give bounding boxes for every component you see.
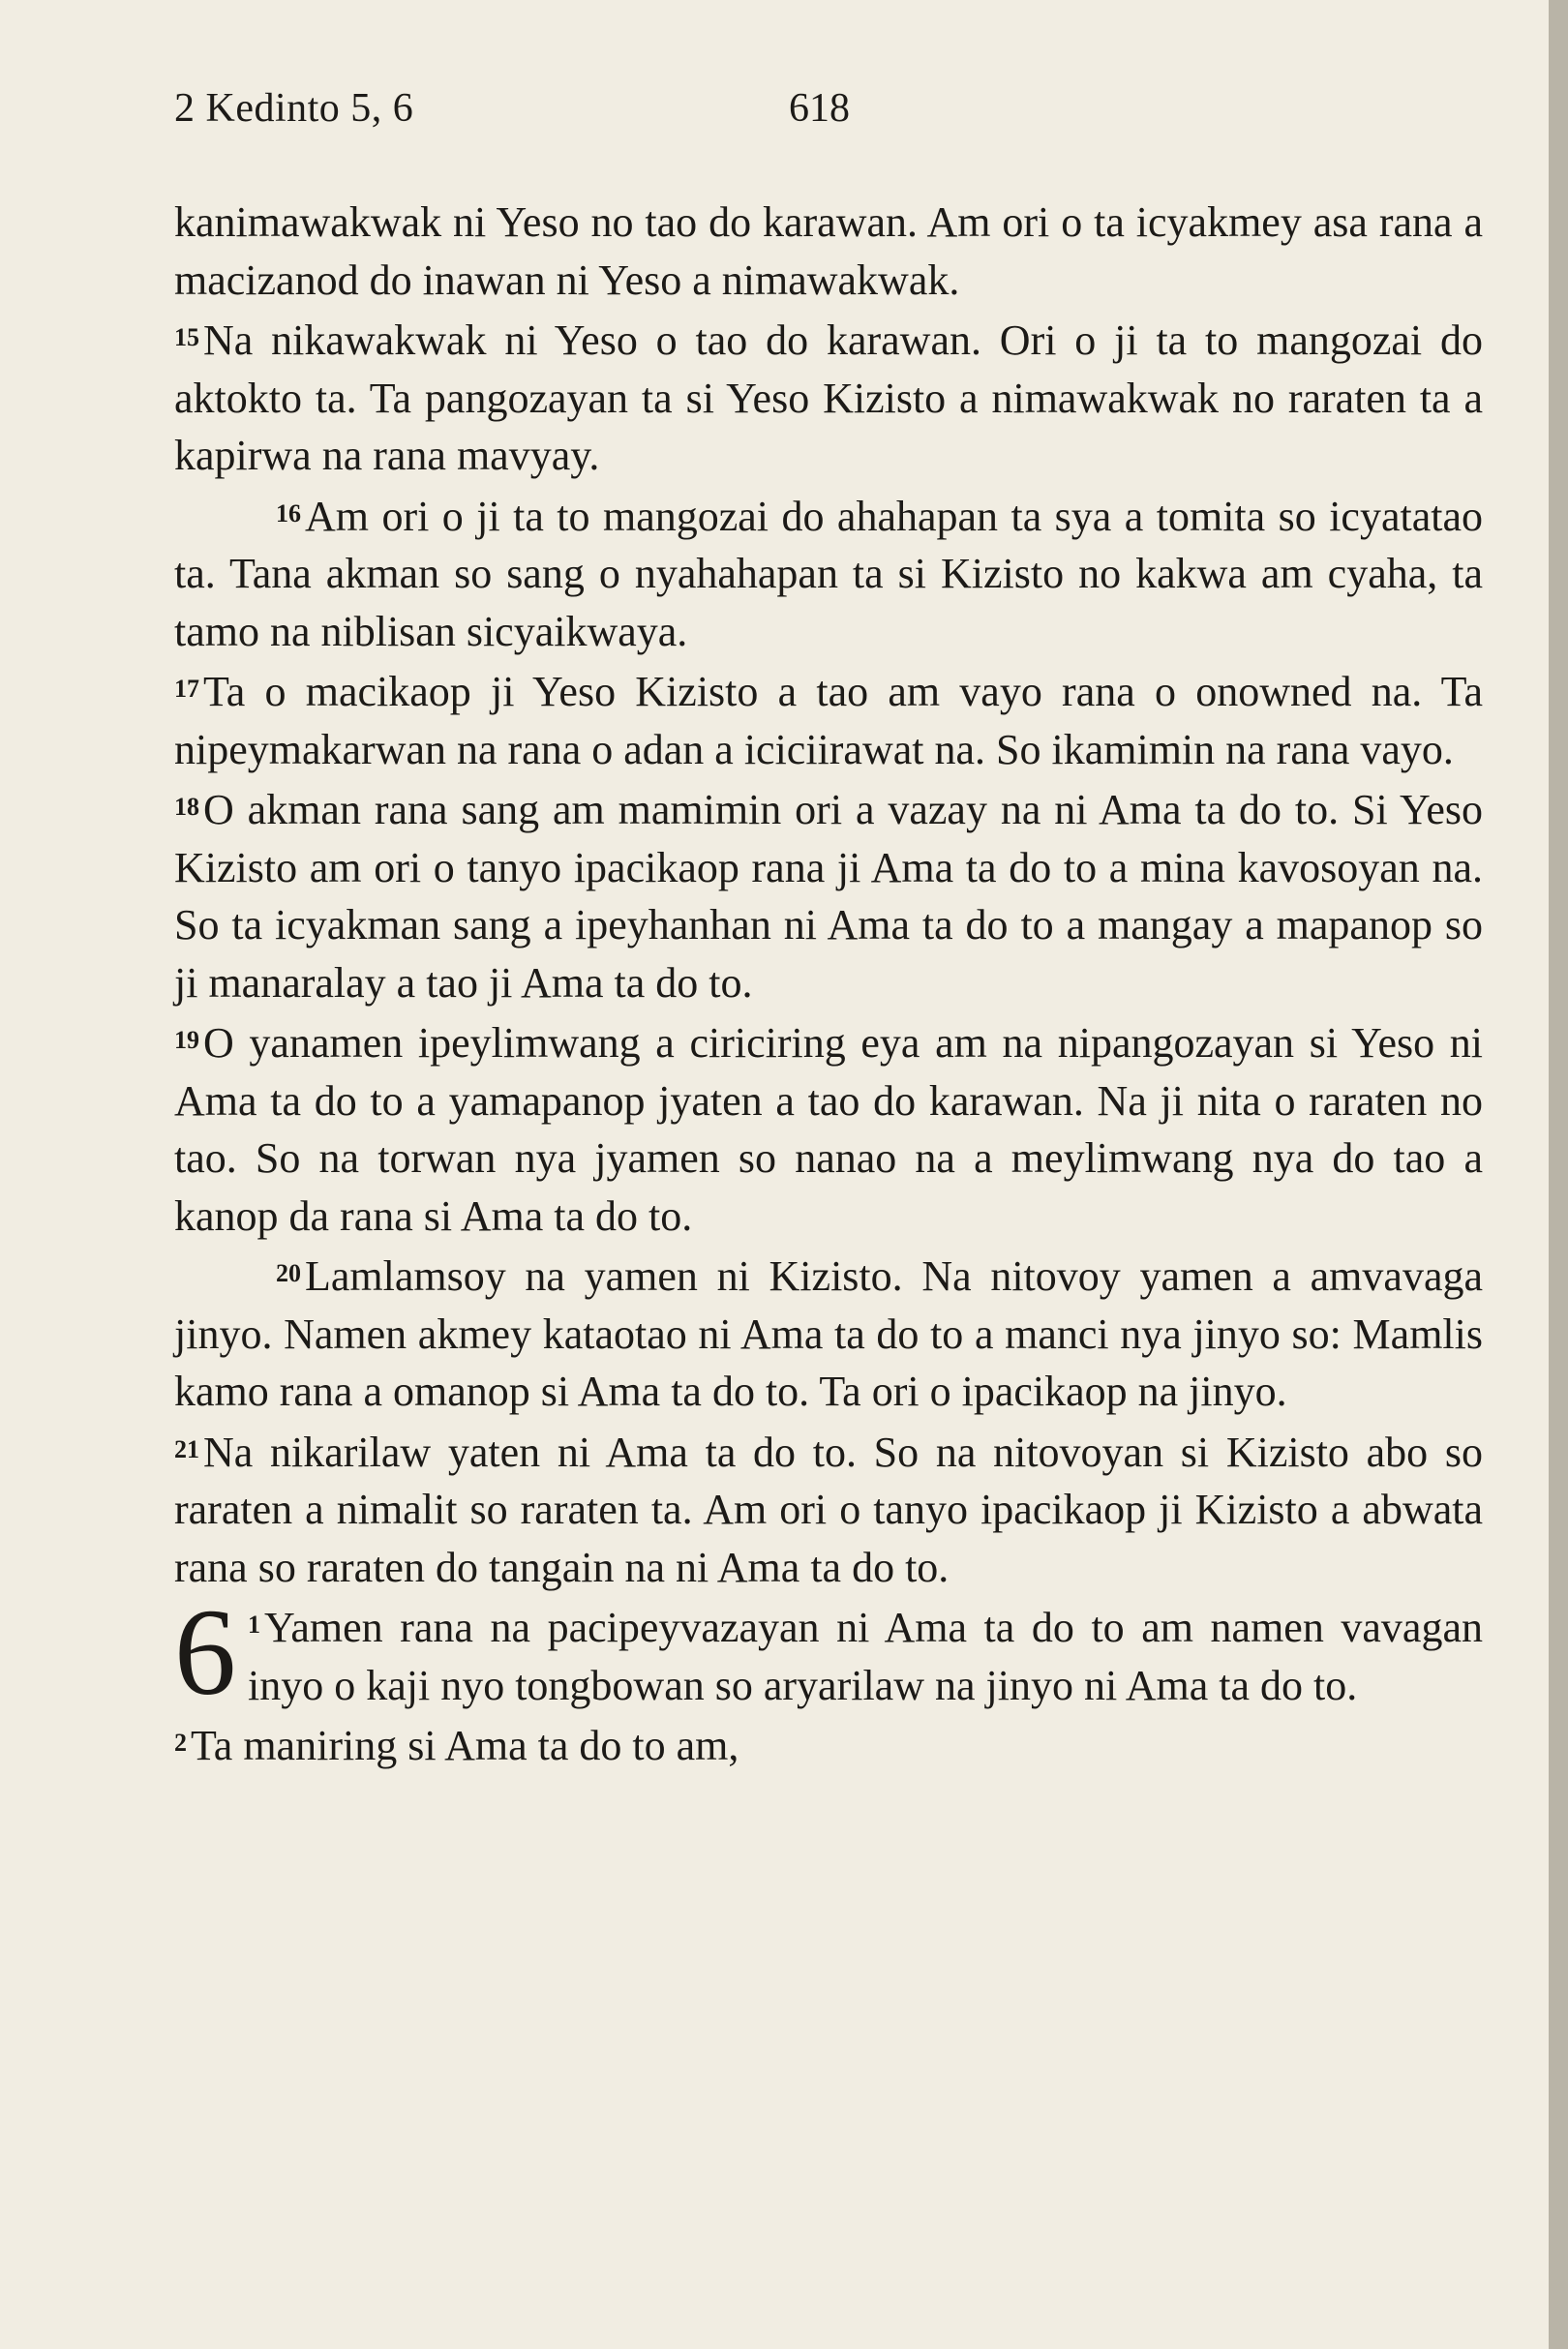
verse-text: Na nikawakwak ni Yeso o tao do karawan. Ori o ji ta to mangozai do aktokto ta. Ta pangozayan ta si Yeso Kizisto a nimawakwak no raraten ta a kapirwa na rana mavyay. bbox=[174, 316, 1483, 479]
verse-text: O yanamen ipeylimwang a ciriciring eya am na nipangozayan si Yeso ni Ama ta do to a yamapanop jyaten a tao do karawan. Na ji nita o raraten no tao. So na torwan nya jyamen so nanao na a meylimwang nya do tao a kanop da rana si Ama ta do to. bbox=[174, 1019, 1483, 1240]
verse-text: Am ori o ji ta to mangozai do ahahapan ta sya a tomita so icyatatao ta. Tana akman so sang o nyahahapan ta si Kizisto no kakwa am cyaha, ta tamo na niblisan sicyaikwaya. bbox=[174, 492, 1483, 655]
verse-15 bbox=[174, 309, 1483, 485]
verse-19 bbox=[174, 1011, 1483, 1245]
verse-text: Ta maniring si Ama ta do to am, bbox=[191, 1722, 739, 1769]
verse-text: Ta o macikaop ji Yeso Kizisto a tao am vayo rana o onowned na. Ta nipeymakarwan na rana o adan a iciciirawat na. So ikamimin na rana vayo. bbox=[174, 668, 1483, 773]
verse-text: Lamlamsoy na yamen ni Kizisto. Na nitovoy yamen a amvavaga jinyo. Namen akmey kataotao ni Ama ta do to a manci nya jinyo so: Mamlis kamo rana a omanop si Ama ta do to. Ta ori o ipacikaop na jinyo. bbox=[174, 1252, 1483, 1415]
verse-number: 20 bbox=[276, 1259, 301, 1287]
verse-number: 17 bbox=[174, 675, 199, 703]
verse-number: 15 bbox=[174, 323, 199, 351]
verse-number: 19 bbox=[174, 1026, 199, 1054]
chapter-6-verse-2 bbox=[174, 1714, 1483, 1775]
chapter-6-verse-1 bbox=[174, 1583, 1483, 1721]
paragraph-text: kanimawakwak ni Yeso no tao do karawan. Am ori o ta icyakmey asa rana a macizanod do inawan ni Yeso a nimawakwak. bbox=[174, 198, 1483, 304]
verse-18 bbox=[174, 778, 1483, 1011]
page-number: 618 bbox=[789, 86, 850, 131]
verse-17 bbox=[174, 660, 1483, 778]
verse-text: Na nikarilaw yaten ni Ama ta do to. So na nitovoyan si Kizisto abo so raraten a nimalit so raraten ta. Am ori o tanyo ipacikaop ji Kizisto a abwata rana so raraten do tangain na ni Ama ta do to. bbox=[174, 1428, 1483, 1591]
verse-16 bbox=[174, 485, 1483, 661]
verse-21 bbox=[174, 1421, 1483, 1597]
page-edge bbox=[1549, 0, 1568, 2349]
verse-number: 16 bbox=[276, 498, 301, 527]
verse-number: 18 bbox=[174, 793, 199, 821]
verse-text: Yamen rana na pacipeyvazayan ni Ama ta do to am namen vavagan inyo o kaji nyo tongbowan so aryarilaw na jinyo ni Ama ta do to. bbox=[248, 1604, 1483, 1709]
verse-number: 2 bbox=[174, 1729, 187, 1757]
running-head: 2 Kedinto 5, 6 bbox=[174, 86, 414, 131]
paragraph-continuation bbox=[174, 194, 1483, 309]
chapter-number: 6 bbox=[174, 1583, 236, 1721]
verse-20 bbox=[174, 1245, 1483, 1421]
text-column bbox=[174, 194, 1483, 1775]
verse-text: O akman rana sang am mamimin ori a vazay na ni Ama ta do to. Si Yeso Kizisto am ori o tanyo ipacikaop rana ji Ama ta do to a mina kavosoyan na. So ta icyakman sang a ipeyhanhan ni Ama ta do to a mangay a mapanop so ji manaralay a tao ji Ama ta do to. bbox=[174, 786, 1483, 1007]
verse-number: 1 bbox=[248, 1611, 260, 1639]
verse-number: 21 bbox=[174, 1434, 199, 1463]
